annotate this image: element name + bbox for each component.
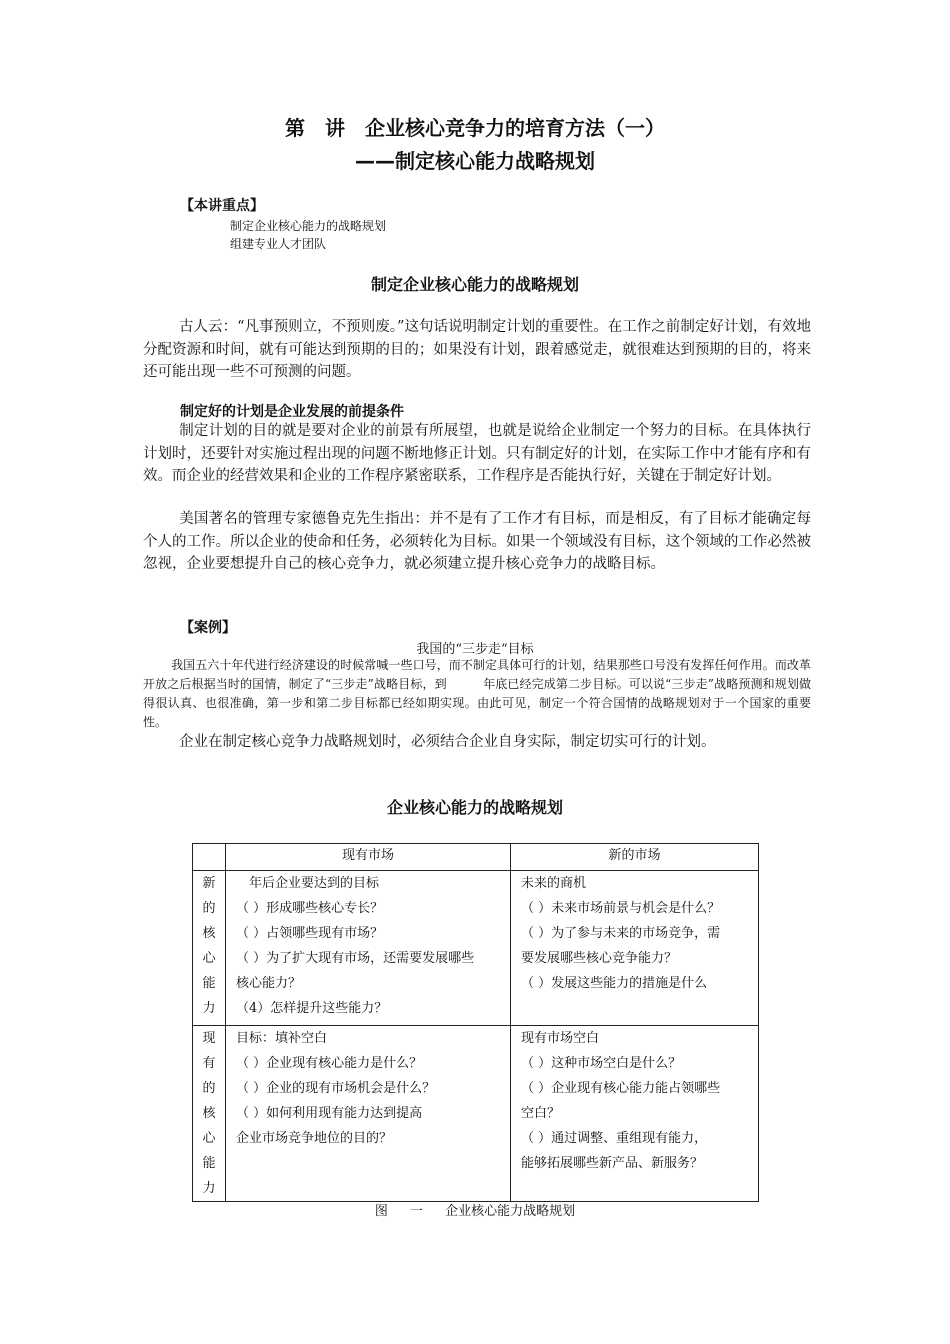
table-corner-cell [193,844,226,871]
lecture-subtitle: ——制定核心能力战略规划 [355,149,595,173]
key-points-heading: 【本讲重点】 [180,198,264,214]
table-cell: 目标：填补空白 （ ）企业现有核心能力是什么？ （ ）企业的现有市场机会是什么？ （ ）如何利用现有能力达到提高 企业市场竞争地位的目的？ [226,1026,511,1202]
section-heading: 制定企业核心能力的战略规划 [370,275,579,294]
subsection-heading: 制定好的计划是企业发展的前提条件 [180,404,404,420]
table-row [193,1026,759,1202]
column-header-new-market: 新的市场 [511,844,759,871]
table-header-row [193,844,759,871]
column-header-existing-market: 现有市场 [226,844,511,871]
case-title: 我国的“三步走“目标 [416,642,534,657]
intro-paragraph: 古人云：“凡事预则立，不预则废。”这句话说明制定计划的重要性。在工作之前制定好计划，有效地分配资源和时间，就有可能达到预期的目的；如果没有计划，跟着感觉走，就很难达到预期的目的，将来还可能出现一些不可预测的问题。 [143,319,811,380]
case-conclusion: 企业在制定核心竞争力战略规划时，必须结合企业自身实际，制定切实可行的计划。 [179,734,716,750]
section-heading: 企业核心能力的战略规划 [386,798,563,817]
table-row [193,871,759,1026]
lecture-title: 第 讲 企业核心竞争力的培育方法（一） [285,116,665,140]
strategy-matrix-table [192,843,759,1202]
row-header-existing-capability: 现 有 的 核 心 能 力 [193,1026,226,1202]
figure-caption: 图 一 企业核心能力战略规划 [374,1204,576,1219]
case-heading: 【案例】 [180,620,236,636]
table-cell: 年后企业要达到的目标 （ ）形成哪些核心专长？ （ ）占领哪些现有市场？ （ ）为了扩大现有市场，还需要发展哪些 核心能力？ （4）怎样提升这些能力？ [226,871,511,1026]
case-text: 我国五六十年代进行经济建设的时候常喊一些口号，而不制定具体可行的计划，结果那些口号没有发挥任何作用。而改革开放之后根据当时的国情，制定了“三步走”战略目标，到 年底已经完成第二步目标。可以说“三步走”战略预测和规划做得很认真、也很准确，第一步和第二步目标都已经如期实现。由此可见，制定一个符合国情的战略规划对于一个国家的重要性。 [143,658,811,729]
table-cell: 未来的商机 （ ）未来市场前景与机会是什么？ （ ）为了参与未来的市场竞争，需 要发展哪些核心竞争能力？ （ ）发展这些能力的措施是什么 [511,871,759,1026]
table-cell: 现有市场空白 （ ）这种市场空白是什么？ （ ）企业现有核心能力能占领哪些 空白？ （ ）通过调整、重组现有能力， 能够拓展哪些新产品、新服务？ [511,1026,759,1202]
key-point-item: 组建专业人才团队 [230,237,327,251]
row-header-new-capability: 新 的 核 心 能 力 [193,871,226,1026]
body-paragraph: 美国著名的管理专家德鲁克先生指出：并不是有了工作才有目标，而是相反，有了目标才能确定每个人的工作。所以企业的使命和任务，必须转化为目标。如果一个领域没有目标，这个领域的工作必然被忽视，企业要想提升自己的核心竞争力，就必须建立提升核心竞争力的战略目标。 [143,511,811,572]
key-point-item: 制定企业核心能力的战略规划 [230,219,387,233]
body-paragraph: 制定计划的目的就是要对企业的前景有所展望，也就是说给企业制定一个努力的目标。在具体执行计划时，还要针对实施过程出现的问题不断地修正计划。只有制定好的计划，在实际工作中才能有序和有效。而企业的经营效果和企业的工作程序紧密联系，工作程序是否能执行好，关键在于制定好计划。 [143,423,811,484]
